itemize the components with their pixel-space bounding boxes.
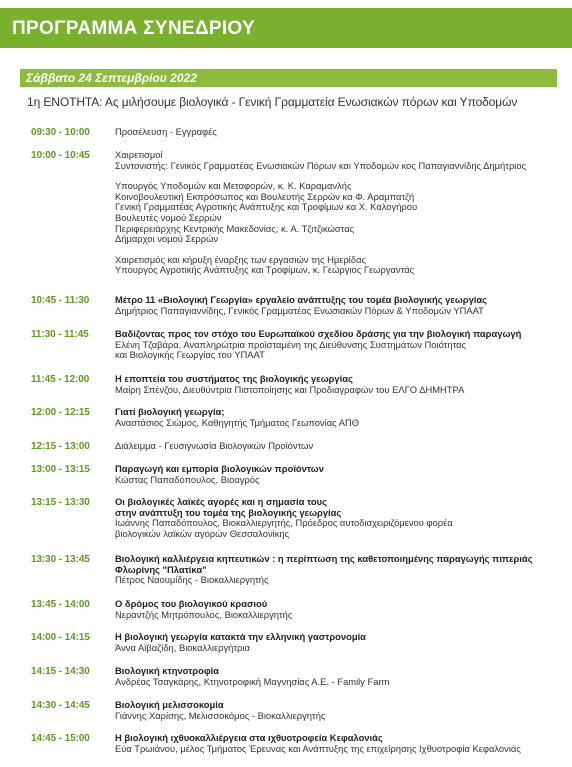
program-text: [115, 171, 567, 181]
talk-title: Γιατί βιολογική γεωργία;: [115, 407, 225, 417]
program-description: [115, 407, 567, 428]
talk-title: Βιολογική μελισσοκομία: [115, 700, 224, 710]
program-description: [115, 497, 567, 539]
program-text: Γενική Γραμματέας Αγροτικής Ανάπτυξης και Τροφίμων κα Χ. Καλογήρου: [115, 202, 418, 213]
program-description: [115, 295, 567, 316]
program-text: Εύα Τρωιάνου, μέλος Τμήματος Έρευνας και Ανάπτυξης της επιχείρησης Ιχθυοτροφία Κεφαλονιάς: [115, 743, 521, 754]
program-time: 12:00 - 12:15: [31, 407, 90, 418]
program-description: [115, 329, 567, 361]
program-description: [115, 632, 567, 653]
program-time: 14:30 - 14:45: [31, 700, 90, 711]
program-text: Γιάννης Χαρίσης, Μελισσοκόμος - Βιοκαλλιεργητής: [115, 710, 326, 721]
talk-title: Βιολογική καλλιέργεια κηπευτικών : η περίπτωση της καθετοποιημένης παραγωγής πιπεριάς: [115, 554, 533, 564]
program-description: [115, 441, 567, 452]
program-text: Ανδρέας Τσαγκάρης, Κτηνοτροφική Μαγνησίας Α.Ε. - Family Farm: [115, 676, 390, 687]
program-description: [115, 464, 567, 485]
talk-title: Μέτρο 11 «Βιολογική Γεωργία» εργαλείο ανάπτυξης του τομέα βιολογικής γεωργίας: [115, 295, 488, 305]
program-text: Χαιρετισμοί: [115, 150, 163, 160]
program-text: Πέτρος Ναουμίδης - Βιοκαλλιεργητής: [115, 575, 269, 586]
talk-title: στην ανάπτυξη του τομέα της βιολογικής γεωργίας: [115, 507, 342, 518]
program-time: 13:00 - 13:15: [31, 464, 90, 475]
program-time: 11:45 - 12:00: [31, 374, 90, 385]
program-text: Βουλευτές νομού Σερρών: [115, 212, 222, 223]
program-description: [115, 150, 567, 276]
program-time: 14:45 - 15:00: [31, 733, 90, 744]
program-text: και Βιολογικής Γεωργίας του ΥΠΑΑΤ: [115, 350, 265, 361]
program-time: 10:45 - 11:30: [31, 295, 90, 306]
program-time: 14:15 - 14:30: [31, 666, 90, 677]
program-description: [115, 554, 567, 586]
program-text: Υπουργός Υποδομών και Μεταφορών, κ. Κ. Καραμανλής: [115, 181, 352, 192]
program-time: 13:30 - 13:45: [31, 554, 90, 565]
program-text: Κοινοβουλευτική Εκπρόσωπος και Βουλευτής Σερρών κα Φ. Αραμπατζή: [115, 191, 415, 202]
program-description: [115, 127, 567, 138]
talk-title: Η βιολογική γεωργία κατακτά την ελληνική γαστρονομία: [115, 632, 366, 642]
talk-title: Φλωρίνης "Πλατίκα": [115, 564, 207, 575]
program-text: Περιφερειάρχης Κεντρικής Μακεδονίας, κ. Α. Τζιτζικώστας: [115, 223, 355, 234]
program-description: [115, 666, 567, 687]
program-text: Αναστάσιος Σιώμος, Καθηγητής Τμήματος Γεωπονίας ΑΠΘ: [115, 417, 360, 428]
talk-title: Παραγωγή και εμπορία βιολογικών προϊόντων: [115, 464, 324, 474]
program-time: 11:30 - 11:45: [31, 329, 89, 340]
program-text: Διάλειμμα - Γευσιγνωσία Βιολογικών Προϊόντων: [115, 441, 314, 451]
program-text: Ιωάννης Παπαδόπουλος, Βιοκαλλιεργητής, Πρόεδρος αυτοδιαχειριζόμενου φορέα: [115, 518, 453, 529]
program-description: [115, 733, 567, 754]
program-description: [115, 599, 567, 620]
program-text: [115, 245, 567, 255]
program-time: 09:30 - 10:00: [31, 127, 90, 138]
date-bar: [20, 69, 557, 87]
section-title: 1η ΕΝΟΤΗΤΑ: Ας μιλήσουμε βιολογικά - Γενική Γραμματεία Ενωσιακών πόρων και Υποδομών: [27, 95, 518, 109]
program-time: 13:15 - 13:30: [31, 497, 90, 508]
program-time: 14:00 - 14:15: [31, 632, 90, 643]
talk-title: Οι βιολογικές λαϊκές αγορές και η σημασία τους: [115, 497, 327, 507]
program-time: 10:00 - 10:45: [31, 150, 90, 161]
program-description: [115, 700, 567, 721]
date-label: Σάββατο 24 Σεπτεμβρίου 2022: [26, 71, 197, 85]
program-text: Άννα Αϊβαζίδη, Βιοκαλλιεργήτρια: [115, 642, 250, 653]
talk-title: Η βιολογική ιχθυοκαλλιέργεια στα ιχθυοτροφεία Κεφαλονιάς: [115, 733, 383, 743]
program-text: Προσέλευση - Εγγραφές: [115, 127, 217, 137]
program-text: Νεραντζής Μητρόπουλος, Βιοκαλλιεργητής: [115, 609, 293, 620]
program-time: 13:45 - 14:00: [31, 599, 90, 610]
program-text: Συντονιστής: Γενικός Γραμματέας Ενωσιακών Πόρων και Υποδομών κος Παπαγιαννίδης Δημήτριος: [115, 160, 527, 171]
page-title: ΠΡΟΓΡΑΜΜΑ ΣΥΝΕΔΡΙΟΥ: [12, 18, 255, 39]
program-text: Υπουργός Αγροτικής Ανάπτυξης και Τροφίμων, κ. Γεώργιος Γεωργαντάς: [115, 265, 415, 276]
program-text: Δήμαρχοι νομού Σερρών: [115, 234, 219, 245]
program-text: Χαιρετισμός και κήρυξη έναρξης των εργασιών της Ημερίδας: [115, 254, 367, 265]
program-description: [115, 374, 567, 395]
talk-title: Η εποπτεία του συστήματος της βιολογικής γεωργίας: [115, 374, 353, 384]
talk-title: Βιολογική κτηνοτροφία: [115, 666, 219, 676]
program-text: Μαίρη Σπένζου, Διευθύντρια Πιστοποίησης και Προδιαγραφών του ΕΛΓΟ ΔΗΜΗΤΡΑ: [115, 384, 465, 395]
program-text: βιολογικών λαϊκών αγορών Θεσσαλονίκης: [115, 528, 290, 539]
title-bar: [0, 8, 572, 48]
program-text: Δημήτριος Παπαγιαννίδης, Γενικός Γραμματέας Ενωσιακών Πόρων & Υποδομών ΥΠΑΑΤ: [115, 305, 484, 316]
program-time: 12:15 - 13:00: [31, 441, 90, 452]
talk-title: Βαδίζοντας προς τον στόχο του Ευρωπαϊκού σχεδίου δράσης για την βιολογική παραγωγή: [115, 329, 522, 339]
program-text: Ελένη Τζαβάρα, Αναπληρώτρια προϊσταμένη της Διεύθυνσης Συστημάτων Ποιότητας: [115, 339, 467, 350]
talk-title: Ο δρόμος του βιολογικού κρασιού: [115, 599, 268, 609]
program-text: Κώστας Παπαδόπουλος, Βιοαγρός: [115, 474, 260, 485]
